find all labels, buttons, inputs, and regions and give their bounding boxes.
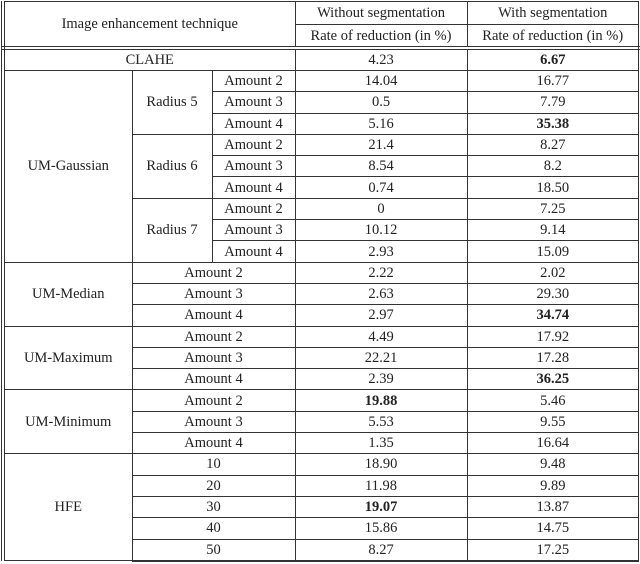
subheader-rate-without: Rate of reduction (in %) — [295, 25, 467, 49]
value-without: 21.4 — [295, 134, 467, 155]
value-without: 19.07 — [295, 496, 467, 517]
parameter-label: 20 — [132, 475, 295, 496]
parameter-label: Amount 2 — [132, 262, 295, 283]
value-without: 10.12 — [295, 220, 467, 241]
header-with-segmentation: With segmentation — [467, 2, 640, 25]
header-row — [3, 2, 640, 25]
value-without: 2.93 — [295, 241, 467, 262]
table-row — [3, 390, 640, 411]
value-without: 1.35 — [295, 433, 467, 454]
amount-label: Amount 2 — [212, 134, 295, 155]
parameter-label: Amount 4 — [132, 433, 295, 454]
table-row — [3, 48, 640, 71]
parameter-label: 40 — [132, 518, 295, 539]
value-without: 22.21 — [295, 347, 467, 368]
value-with: 14.75 — [467, 518, 640, 539]
value-with: 8.2 — [467, 156, 640, 177]
parameter-label: Amount 2 — [132, 390, 295, 411]
parameter-label: 30 — [132, 496, 295, 517]
value-with: 5.46 — [467, 390, 640, 411]
value-without: 19.88 — [295, 390, 467, 411]
value-without: 2.97 — [295, 305, 467, 326]
amount-label: Amount 2 — [212, 71, 295, 92]
table-row — [3, 326, 640, 347]
value-with: 18.50 — [467, 177, 640, 198]
value-with: 9.89 — [467, 475, 640, 496]
amount-label: Amount 3 — [212, 220, 295, 241]
amount-label: Amount 4 — [212, 113, 295, 134]
value-without: 2.63 — [295, 283, 467, 304]
value-with: 7.79 — [467, 92, 640, 113]
value-without: 5.16 — [295, 113, 467, 134]
value-with: 2.02 — [467, 262, 640, 283]
table-row — [3, 262, 640, 283]
value-without: 11.98 — [295, 475, 467, 496]
value-with: 15.09 — [467, 241, 640, 262]
value-without: 14.04 — [295, 71, 467, 92]
value-without: 0.74 — [295, 177, 467, 198]
technique-label: UM-Gaussian — [3, 71, 132, 263]
parameter-label: 10 — [132, 454, 295, 475]
subheader-rate-with: Rate of reduction (in %) — [467, 25, 640, 49]
parameter-label: Amount 3 — [132, 283, 295, 304]
value-with: 7.25 — [467, 198, 640, 219]
value-without: 8.27 — [295, 539, 467, 561]
technique-label: UM-Minimum — [3, 390, 132, 454]
value-with: 9.55 — [467, 411, 640, 432]
value-without: 0.5 — [295, 92, 467, 113]
value-with: 29.30 — [467, 283, 640, 304]
value-without: 8.54 — [295, 156, 467, 177]
radius-label: Radius 6 — [132, 134, 212, 198]
header-without-segmentation: Without segmentation — [295, 2, 467, 25]
value-with: 17.28 — [467, 347, 640, 368]
amount-label: Amount 3 — [212, 156, 295, 177]
value-with: 16.77 — [467, 71, 640, 92]
value-with: 6.67 — [467, 48, 640, 71]
amount-label: Amount 4 — [212, 177, 295, 198]
technique-label: UM-Median — [3, 262, 132, 326]
value-with: 36.25 — [467, 369, 640, 390]
value-without: 15.86 — [295, 518, 467, 539]
table-row — [3, 71, 640, 92]
value-with: 8.27 — [467, 134, 640, 155]
technique-label: UM-Maximum — [3, 326, 132, 390]
value-without: 5.53 — [295, 411, 467, 432]
table-row — [3, 454, 640, 475]
value-with: 35.38 — [467, 113, 640, 134]
radius-label: Radius 7 — [132, 198, 212, 262]
value-without: 0 — [295, 198, 467, 219]
results-table — [1, 1, 640, 562]
technique-label: HFE — [3, 454, 132, 561]
value-with: 34.74 — [467, 305, 640, 326]
parameter-label: Amount 3 — [132, 347, 295, 368]
technique-label: CLAHE — [3, 48, 295, 71]
radius-label: Radius 5 — [132, 71, 212, 135]
value-without: 4.49 — [295, 326, 467, 347]
amount-label: Amount 2 — [212, 198, 295, 219]
value-without: 2.39 — [295, 369, 467, 390]
parameter-label: Amount 2 — [132, 326, 295, 347]
parameter-label: Amount 4 — [132, 369, 295, 390]
value-with: 17.25 — [467, 539, 640, 561]
value-with: 17.92 — [467, 326, 640, 347]
parameter-label: Amount 4 — [132, 305, 295, 326]
value-without: 18.90 — [295, 454, 467, 475]
header-technique: Image enhancement technique — [3, 2, 295, 49]
value-with: 16.64 — [467, 433, 640, 454]
amount-label: Amount 4 — [212, 241, 295, 262]
value-with: 9.14 — [467, 220, 640, 241]
value-without: 4.23 — [295, 48, 467, 71]
amount-label: Amount 3 — [212, 92, 295, 113]
parameter-label: Amount 3 — [132, 411, 295, 432]
parameter-label: 50 — [132, 539, 295, 561]
value-without: 2.22 — [295, 262, 467, 283]
value-with: 13.87 — [467, 496, 640, 517]
value-with: 9.48 — [467, 454, 640, 475]
